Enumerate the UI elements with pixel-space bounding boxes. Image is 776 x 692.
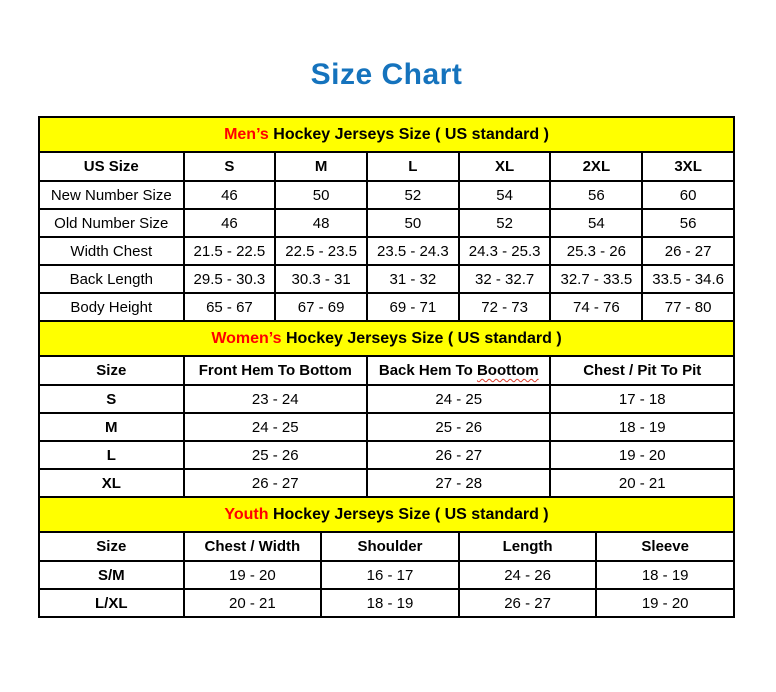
table-row	[39, 561, 734, 589]
table-cell: 19 - 20	[550, 441, 734, 469]
table-cell: 30.3 - 31	[275, 265, 367, 293]
column-header: XL	[459, 152, 551, 181]
mens-header-row	[39, 152, 734, 181]
table-cell: 24 - 25	[184, 413, 367, 441]
table-cell: 52	[367, 181, 459, 209]
table-cell: 74 - 76	[550, 293, 642, 321]
table-cell: 26 - 27	[459, 589, 597, 617]
column-header: 3XL	[642, 152, 734, 181]
column-header-text: Back Hem To	[378, 362, 477, 379]
youth-banner-row	[39, 497, 734, 532]
womens-banner-accent: Women’s	[211, 329, 282, 347]
column-header: Chest / Pit To Pit	[550, 356, 734, 385]
youth-size-table	[38, 496, 735, 618]
table-cell: 24 - 25	[367, 385, 550, 413]
table-row	[39, 385, 734, 413]
row-label: Width Chest	[39, 237, 184, 265]
misspelled-word: Boottom	[476, 362, 539, 379]
table-cell: 20 - 21	[184, 589, 322, 617]
table-cell: 22.5 - 23.5	[275, 237, 367, 265]
table-cell: 65 - 67	[184, 293, 276, 321]
table-cell: 50	[275, 181, 367, 209]
womens-size-table	[38, 320, 735, 498]
table-cell: 54	[550, 209, 642, 237]
row-label: L	[39, 441, 184, 469]
row-label: New Number Size	[39, 181, 184, 209]
table-cell: 72 - 73	[459, 293, 551, 321]
table-cell: 32 - 32.7	[459, 265, 551, 293]
column-header: Size	[39, 532, 184, 561]
column-header: Length	[459, 532, 597, 561]
mens-banner-row	[39, 117, 734, 152]
table-row	[39, 181, 734, 209]
table-cell: 26 - 27	[184, 469, 367, 497]
table-row	[39, 413, 734, 441]
mens-section-banner	[39, 117, 734, 152]
column-header: US Size	[39, 152, 184, 181]
table-cell: 46	[184, 209, 276, 237]
youth-header-row	[39, 532, 734, 561]
mens-banner-text: Hockey Jerseys Size ( US standard )	[268, 125, 549, 143]
column-header: Size	[39, 356, 184, 385]
table-cell: 17 - 18	[550, 385, 734, 413]
table-row	[39, 209, 734, 237]
row-label: L/XL	[39, 589, 184, 617]
table-cell: 18 - 19	[321, 589, 459, 617]
table-cell: 19 - 20	[596, 589, 734, 617]
table-cell: 60	[642, 181, 734, 209]
column-header	[367, 356, 550, 385]
row-label: M	[39, 413, 184, 441]
table-cell: 26 - 27	[367, 441, 550, 469]
row-label: Back Length	[39, 265, 184, 293]
column-header: Shoulder	[321, 532, 459, 561]
table-cell: 56	[642, 209, 734, 237]
table-cell: 19 - 20	[184, 561, 322, 589]
column-header: Chest / Width	[184, 532, 322, 561]
table-row	[39, 265, 734, 293]
table-row	[39, 441, 734, 469]
table-cell: 50	[367, 209, 459, 237]
table-cell: 56	[550, 181, 642, 209]
page-title: Size Chart	[310, 58, 463, 91]
table-cell: 32.7 - 33.5	[550, 265, 642, 293]
table-row	[39, 293, 734, 321]
table-cell: 25 - 26	[367, 413, 550, 441]
womens-section-banner	[39, 321, 734, 356]
table-cell: 20 - 21	[550, 469, 734, 497]
table-cell: 31 - 32	[367, 265, 459, 293]
table-cell: 67 - 69	[275, 293, 367, 321]
table-cell: 77 - 80	[642, 293, 734, 321]
womens-header-row	[39, 356, 734, 385]
table-cell: 23 - 24	[184, 385, 367, 413]
column-header: S	[184, 152, 276, 181]
table-cell: 24 - 26	[459, 561, 597, 589]
column-header: M	[275, 152, 367, 181]
column-header: 2XL	[550, 152, 642, 181]
table-cell: 54	[459, 181, 551, 209]
table-cell: 29.5 - 30.3	[184, 265, 276, 293]
mens-banner-accent: Men’s	[224, 125, 269, 143]
table-cell: 48	[275, 209, 367, 237]
row-label: S	[39, 385, 184, 413]
size-tables-wrapper	[38, 116, 735, 618]
table-row	[39, 237, 734, 265]
womens-banner-text: Hockey Jerseys Size ( US standard )	[281, 329, 562, 347]
row-label: Old Number Size	[39, 209, 184, 237]
table-cell: 33.5 - 34.6	[642, 265, 734, 293]
table-cell: 52	[459, 209, 551, 237]
table-cell: 23.5 - 24.3	[367, 237, 459, 265]
mens-size-table	[38, 116, 735, 322]
table-cell: 25 - 26	[184, 441, 367, 469]
womens-banner-row	[39, 321, 734, 356]
table-cell: 69 - 71	[367, 293, 459, 321]
row-label: Body Height	[39, 293, 184, 321]
column-header: Sleeve	[596, 532, 734, 561]
table-cell: 25.3 - 26	[550, 237, 642, 265]
row-label: S/M	[39, 561, 184, 589]
table-row	[39, 469, 734, 497]
column-header: Front Hem To Bottom	[184, 356, 367, 385]
table-cell: 16 - 17	[321, 561, 459, 589]
table-cell: 46	[184, 181, 276, 209]
row-label: XL	[39, 469, 184, 497]
table-row	[39, 589, 734, 617]
table-cell: 24.3 - 25.3	[459, 237, 551, 265]
table-cell: 21.5 - 22.5	[184, 237, 276, 265]
youth-section-banner	[39, 497, 734, 532]
table-cell: 18 - 19	[596, 561, 734, 589]
youth-banner-text: Hockey Jerseys Size ( US standard )	[268, 505, 549, 523]
table-cell: 18 - 19	[550, 413, 734, 441]
table-cell: 27 - 28	[367, 469, 550, 497]
column-header: L	[367, 152, 459, 181]
youth-banner-accent: Youth	[224, 505, 269, 523]
table-cell: 26 - 27	[642, 237, 734, 265]
